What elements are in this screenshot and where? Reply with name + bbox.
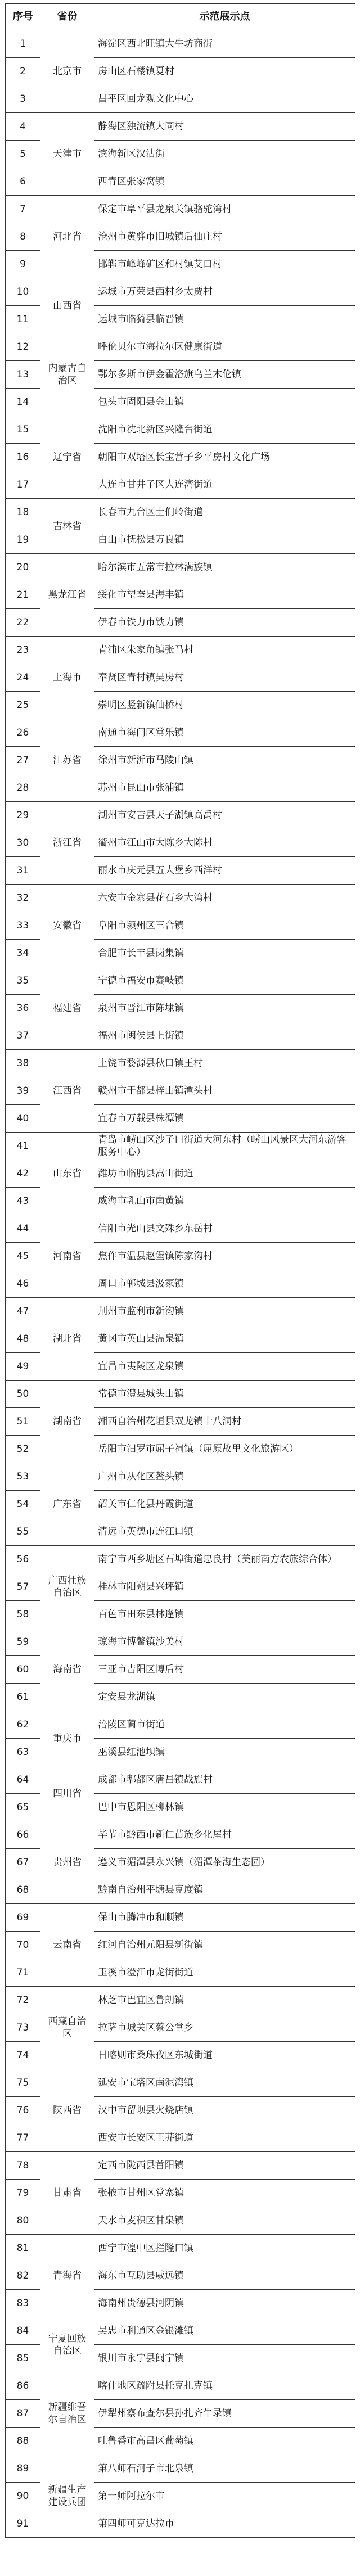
row-serial-number: 79	[6, 2180, 40, 2207]
row-serial-number: 48	[6, 1325, 40, 1353]
site-name: 黄冈市英山县温泉镇	[94, 1325, 356, 1353]
row-serial-number: 6	[6, 168, 40, 196]
province-cell: 甘肃省	[40, 2152, 94, 2235]
row-serial-number: 4	[6, 113, 40, 141]
province-cell: 陕西省	[40, 2069, 94, 2152]
row-serial-number: 90	[6, 2483, 40, 2510]
row-serial-number: 68	[6, 1876, 40, 1904]
row-serial-number: 82	[6, 2262, 40, 2290]
site-name: 海南州贵德县河阴镇	[94, 2290, 356, 2317]
site-name: 西青区张家窝镇	[94, 168, 356, 196]
site-name: 日喀则市桑珠孜区东城街道	[94, 2042, 356, 2069]
site-name: 伊犁州察布查尔县孙扎齐牛录镇	[94, 2400, 356, 2428]
site-name: 周口市郸城县汲冢镇	[94, 1270, 356, 1298]
row-serial-number: 69	[6, 1904, 40, 1932]
province-cell: 内蒙古自治区	[40, 333, 94, 416]
table-row	[6, 2069, 356, 2097]
site-name: 红河自治州元阳县新街镇	[94, 1932, 356, 1959]
row-serial-number: 71	[6, 1959, 40, 1987]
row-serial-number: 2	[6, 58, 40, 85]
site-name: 福州市闽侯县上街镇	[94, 1022, 356, 1050]
site-name: 湖州市安吉县天子湖镇高禹村	[94, 802, 356, 829]
table-row	[6, 1904, 356, 1932]
row-serial-number: 57	[6, 1573, 40, 1601]
site-name: 呼伦贝尔市海拉尔区健康街道	[94, 333, 356, 361]
row-serial-number: 64	[6, 1766, 40, 1794]
province-cell: 重庆市	[40, 1711, 94, 1766]
site-name: 第四师可克达拉市	[94, 2510, 356, 2538]
site-name: 吴忠市利通区金银滩镇	[94, 2317, 356, 2345]
site-name: 朝阳市双塔区长宝营子乡平房村文化广场	[94, 444, 356, 471]
site-name: 大连市甘井子区大连湾街道	[94, 471, 356, 499]
province-cell: 贵州省	[40, 1821, 94, 1904]
site-name: 三亚市吉阳区博后村	[94, 1656, 356, 1684]
row-serial-number: 15	[6, 416, 40, 444]
site-name: 长春市九台区土们岭街道	[94, 499, 356, 526]
header-serial-number: 序号	[6, 4, 40, 30]
row-serial-number: 17	[6, 471, 40, 499]
row-serial-number: 24	[6, 664, 40, 692]
table-row	[6, 113, 356, 141]
site-name: 广州市从化区鳌头镇	[94, 1463, 356, 1491]
site-name: 崇明区竖新镇仙桥村	[94, 692, 356, 719]
site-name: 沧州市黄骅市旧城镇后仙庄村	[94, 223, 356, 251]
row-serial-number: 62	[6, 1711, 40, 1739]
site-name: 威海市乳山市南黄镇	[94, 1188, 356, 1215]
row-serial-number: 81	[6, 2235, 40, 2262]
table-row	[6, 1298, 356, 1325]
site-name: 焦作市温县赵堡镇陈家沟村	[94, 1243, 356, 1270]
site-name: 岳阳市汨罗市屈子祠镇（屈原故里文化旅游区）	[94, 1436, 356, 1463]
row-serial-number: 34	[6, 940, 40, 967]
site-name: 银川市永宁县闽宁镇	[94, 2345, 356, 2372]
site-name: 邯郸市峰峰矿区和村镇艾口村	[94, 251, 356, 278]
table-row	[6, 1711, 356, 1739]
row-serial-number: 84	[6, 2317, 40, 2345]
site-name: 信阳市光山县文殊乡东岳村	[94, 1215, 356, 1243]
row-serial-number: 45	[6, 1243, 40, 1270]
site-name: 海淀区西北旺镇大牛坊商街	[94, 30, 356, 58]
site-name: 保定市阜平县龙泉关镇骆驼湾村	[94, 196, 356, 223]
row-serial-number: 18	[6, 499, 40, 526]
row-serial-number: 78	[6, 2152, 40, 2180]
site-name: 昌平区回龙观文化中心	[94, 85, 356, 113]
site-name: 宜昌市夷陵区龙泉镇	[94, 1353, 356, 1381]
site-name: 湘西自治州花垣县双龙镇十八洞村	[94, 1408, 356, 1436]
row-serial-number: 87	[6, 2400, 40, 2428]
province-cell: 湖北省	[40, 1298, 94, 1381]
site-name: 黔南自治州平塘县克度镇	[94, 1876, 356, 1904]
site-name: 张掖市甘州区党寨镇	[94, 2180, 356, 2207]
site-name: 拉萨市城关区蔡公堂乡	[94, 2014, 356, 2042]
row-serial-number: 51	[6, 1408, 40, 1436]
table-row	[6, 196, 356, 223]
site-name: 吐鲁番市高昌区葡萄镇	[94, 2428, 356, 2455]
row-serial-number: 59	[6, 1628, 40, 1656]
table-body	[6, 30, 356, 2538]
province-cell: 海南省	[40, 1628, 94, 1711]
row-serial-number: 21	[6, 581, 40, 609]
site-name: 衢州市江山市大陈乡大陈村	[94, 829, 356, 857]
site-name: 宜春市万载县株潭镇	[94, 1105, 356, 1133]
table-row	[6, 2152, 356, 2180]
province-cell: 辽宁省	[40, 416, 94, 499]
province-cell: 山西省	[40, 278, 94, 333]
site-name: 巫溪县红池坝镇	[94, 1739, 356, 1766]
table-row	[6, 2317, 356, 2345]
province-cell: 浙江省	[40, 802, 94, 885]
table-row	[6, 1381, 356, 1408]
row-serial-number: 3	[6, 85, 40, 113]
table-row	[6, 30, 356, 58]
row-serial-number: 8	[6, 223, 40, 251]
row-serial-number: 50	[6, 1381, 40, 1408]
row-serial-number: 7	[6, 196, 40, 223]
row-serial-number: 35	[6, 967, 40, 995]
table-row	[6, 2235, 356, 2262]
site-name: 巴中市恩阳区柳林镇	[94, 1794, 356, 1821]
province-cell: 江苏省	[40, 719, 94, 802]
row-serial-number: 33	[6, 912, 40, 940]
table-row	[6, 1766, 356, 1794]
site-name: 百色市田东县林逢镇	[94, 1601, 356, 1628]
site-name: 延安市宝塔区南泥湾镇	[94, 2069, 356, 2097]
site-name: 白山市抚松县万良镇	[94, 526, 356, 554]
site-name: 徐州市新沂市马陵山镇	[94, 747, 356, 774]
table-row	[6, 1215, 356, 1243]
province-cell: 福建省	[40, 967, 94, 1050]
table-header-row	[6, 4, 356, 30]
site-name: 鄂尔多斯市伊金霍洛旗乌兰木伦镇	[94, 361, 356, 389]
site-name: 合肥市长丰县岗集镇	[94, 940, 356, 967]
row-serial-number: 19	[6, 526, 40, 554]
table-row	[6, 1546, 356, 1573]
row-serial-number: 63	[6, 1739, 40, 1766]
province-cell: 安徽省	[40, 885, 94, 967]
row-serial-number: 72	[6, 1987, 40, 2014]
province-cell: 江西省	[40, 1050, 94, 1133]
province-cell: 青海省	[40, 2235, 94, 2317]
site-name: 沈阳市沈北新区兴隆台街道	[94, 416, 356, 444]
site-name: 毕节市黔西市新仁苗族乡化屋村	[94, 1821, 356, 1849]
row-serial-number: 43	[6, 1188, 40, 1215]
row-serial-number: 52	[6, 1436, 40, 1463]
site-name: 玉溪市澄江市龙街街道	[94, 1959, 356, 1987]
row-serial-number: 9	[6, 251, 40, 278]
row-serial-number: 23	[6, 637, 40, 664]
site-name: 天水市麦积区甘泉镇	[94, 2207, 356, 2235]
site-name: 阜阳市颍州区三合镇	[94, 912, 356, 940]
table-row	[6, 2372, 356, 2400]
table-row	[6, 1463, 356, 1491]
row-serial-number: 55	[6, 1518, 40, 1546]
row-serial-number: 89	[6, 2455, 40, 2483]
table-row	[6, 499, 356, 526]
site-name: 苏州市昆山市张浦镇	[94, 774, 356, 802]
site-name: 南宁市西乡塘区石埠街道忠良村（美丽南方农旅综合体）	[94, 1546, 356, 1573]
row-serial-number: 61	[6, 1684, 40, 1711]
province-cell: 山东省	[40, 1133, 94, 1215]
row-serial-number: 28	[6, 774, 40, 802]
province-cell: 广西壮族自治区	[40, 1546, 94, 1628]
row-serial-number: 66	[6, 1821, 40, 1849]
row-serial-number: 38	[6, 1050, 40, 1077]
row-serial-number: 39	[6, 1077, 40, 1105]
site-name: 成都市郫都区唐昌镇战旗村	[94, 1766, 356, 1794]
row-serial-number: 56	[6, 1546, 40, 1573]
site-name: 青岛市崂山区沙子口街道大河东村（崂山风景区大河东游客服务中心）	[94, 1133, 356, 1160]
row-serial-number: 70	[6, 1932, 40, 1959]
table-row	[6, 2455, 356, 2483]
site-name: 静海区独流镇大同村	[94, 113, 356, 141]
province-cell: 上海市	[40, 637, 94, 719]
table-row	[6, 1050, 356, 1077]
table-row	[6, 554, 356, 581]
demonstration-sites-table	[5, 3, 356, 2538]
row-serial-number: 26	[6, 719, 40, 747]
province-cell: 黑龙江省	[40, 554, 94, 637]
row-serial-number: 58	[6, 1601, 40, 1628]
site-name: 桂林市阳朔县兴坪镇	[94, 1573, 356, 1601]
row-serial-number: 30	[6, 829, 40, 857]
site-name: 奉贤区青村镇吴房村	[94, 664, 356, 692]
province-cell: 新疆维吾尔自治区	[40, 2372, 94, 2455]
row-serial-number: 46	[6, 1270, 40, 1298]
site-name: 宁德市福安市赛岐镇	[94, 967, 356, 995]
row-serial-number: 20	[6, 554, 40, 581]
header-province: 省份	[40, 4, 94, 30]
row-serial-number: 14	[6, 389, 40, 416]
row-serial-number: 40	[6, 1105, 40, 1133]
province-cell: 云南省	[40, 1904, 94, 1987]
table-row	[6, 1133, 356, 1160]
row-serial-number: 27	[6, 747, 40, 774]
row-serial-number: 13	[6, 361, 40, 389]
site-name: 西安市长安区王莽街道	[94, 2124, 356, 2152]
site-name: 南通市海门区常乐镇	[94, 719, 356, 747]
row-serial-number: 77	[6, 2124, 40, 2152]
row-serial-number: 91	[6, 2510, 40, 2538]
row-serial-number: 76	[6, 2097, 40, 2124]
site-name: 伊春市铁力市铁力镇	[94, 609, 356, 637]
row-serial-number: 80	[6, 2207, 40, 2235]
site-name: 第一师阿拉尔市	[94, 2483, 356, 2510]
header-demonstration-site: 示范展示点	[94, 4, 356, 30]
province-cell: 西藏自治区	[40, 1987, 94, 2069]
row-serial-number: 60	[6, 1656, 40, 1684]
province-cell: 北京市	[40, 30, 94, 113]
row-serial-number: 11	[6, 306, 40, 333]
site-name: 清远市英德市连江口镇	[94, 1518, 356, 1546]
row-serial-number: 32	[6, 885, 40, 912]
site-name: 定西市陇西县首阳镇	[94, 2152, 356, 2180]
table-row	[6, 885, 356, 912]
row-serial-number: 73	[6, 2014, 40, 2042]
row-serial-number: 49	[6, 1353, 40, 1381]
row-serial-number: 5	[6, 141, 40, 168]
row-serial-number: 74	[6, 2042, 40, 2069]
province-cell: 河北省	[40, 196, 94, 278]
row-serial-number: 37	[6, 1022, 40, 1050]
site-name: 遵义市湄潭县永兴镇（湄潭茶海生态园）	[94, 1849, 356, 1876]
province-cell: 宁夏回族自治区	[40, 2317, 94, 2372]
row-serial-number: 86	[6, 2372, 40, 2400]
row-serial-number: 54	[6, 1491, 40, 1518]
row-serial-number: 47	[6, 1298, 40, 1325]
site-name: 西宁市湟中区拦隆口镇	[94, 2235, 356, 2262]
site-name: 丽水市庆元县五大堡乡西洋村	[94, 857, 356, 885]
site-name: 第八师石河子市北泉镇	[94, 2455, 356, 2483]
row-serial-number: 41	[6, 1133, 40, 1160]
site-name: 六安市金寨县花石乡大湾村	[94, 885, 356, 912]
site-name: 哈尔滨市五常市拉林满族镇	[94, 554, 356, 581]
site-name: 上饶市婺源县秋口镇王村	[94, 1050, 356, 1077]
row-serial-number: 25	[6, 692, 40, 719]
table-row	[6, 416, 356, 444]
table-row	[6, 719, 356, 747]
row-serial-number: 83	[6, 2290, 40, 2317]
site-name: 琼海市博鳌镇沙美村	[94, 1628, 356, 1656]
row-serial-number: 1	[6, 30, 40, 58]
table-row	[6, 278, 356, 306]
site-name: 泉州市晋江市陈埭镇	[94, 995, 356, 1022]
row-serial-number: 44	[6, 1215, 40, 1243]
site-name: 运城市临猗县临晋镇	[94, 306, 356, 333]
row-serial-number: 36	[6, 995, 40, 1022]
site-name: 运城市万荣县西村乡太贾村	[94, 278, 356, 306]
table-row	[6, 1987, 356, 2014]
table-row	[6, 802, 356, 829]
province-cell: 新疆生产建设兵团	[40, 2455, 94, 2538]
row-serial-number: 10	[6, 278, 40, 306]
row-serial-number: 53	[6, 1463, 40, 1491]
row-serial-number: 67	[6, 1849, 40, 1876]
row-serial-number: 16	[6, 444, 40, 471]
site-name: 海东市互助县威远镇	[94, 2262, 356, 2290]
table-row	[6, 1821, 356, 1849]
row-serial-number: 88	[6, 2428, 40, 2455]
site-name: 林芝市巴宜区鲁朗镇	[94, 1987, 356, 2014]
table-row	[6, 637, 356, 664]
table-row	[6, 333, 356, 361]
row-serial-number: 42	[6, 1160, 40, 1188]
site-name: 保山市腾冲市和顺镇	[94, 1904, 356, 1932]
province-cell: 天津市	[40, 113, 94, 196]
site-name: 韶关市仁化县丹霞街道	[94, 1491, 356, 1518]
row-serial-number: 31	[6, 857, 40, 885]
site-name: 喀什地区疏附县托克扎克镇	[94, 2372, 356, 2400]
table-row	[6, 967, 356, 995]
row-serial-number: 29	[6, 802, 40, 829]
site-name: 汉中市留坝县火烧店镇	[94, 2097, 356, 2124]
site-name: 包头市固阳县金山镇	[94, 389, 356, 416]
site-name: 潍坊市临朐县嵩山街道	[94, 1160, 356, 1188]
table-row	[6, 1628, 356, 1656]
site-name: 绥化市望奎县海丰镇	[94, 581, 356, 609]
row-serial-number: 75	[6, 2069, 40, 2097]
province-cell: 吉林省	[40, 499, 94, 554]
province-cell: 河南省	[40, 1215, 94, 1298]
site-name: 定安县龙湖镇	[94, 1684, 356, 1711]
row-serial-number: 85	[6, 2345, 40, 2372]
site-name: 赣州市于都县梓山镇潭头村	[94, 1077, 356, 1105]
site-name: 青浦区朱家角镇张马村	[94, 637, 356, 664]
province-cell: 四川省	[40, 1766, 94, 1821]
site-name: 荆州市监利市新沟镇	[94, 1298, 356, 1325]
row-serial-number: 12	[6, 333, 40, 361]
row-serial-number: 65	[6, 1794, 40, 1821]
site-name: 房山区石楼镇夏村	[94, 58, 356, 85]
province-cell: 湖南省	[40, 1381, 94, 1463]
site-name: 常德市澧县城头山镇	[94, 1381, 356, 1408]
row-serial-number: 22	[6, 609, 40, 637]
site-name: 涪陵区蔺市街道	[94, 1711, 356, 1739]
site-name: 滨海新区汉沽街	[94, 141, 356, 168]
province-cell: 广东省	[40, 1463, 94, 1546]
